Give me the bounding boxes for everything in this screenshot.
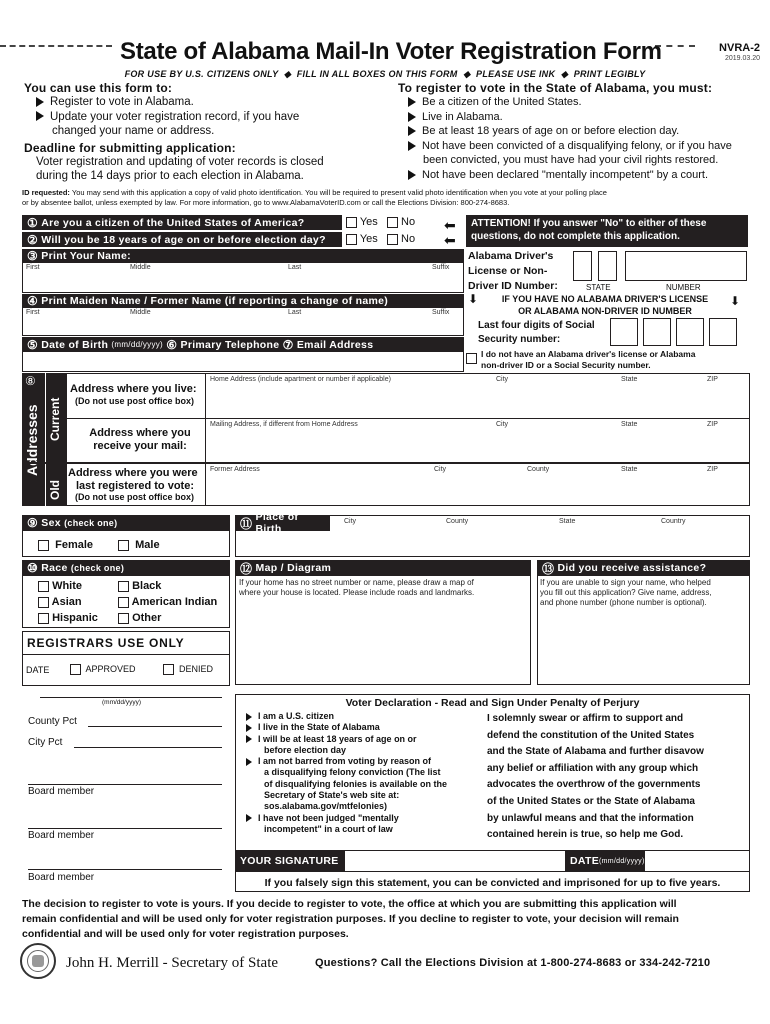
race-header: ⑩ Race (check one) — [22, 560, 230, 576]
old-label: Old — [48, 480, 62, 500]
signature-date-label: DATE (mm/dd/yyyy) — [565, 850, 645, 872]
citizen-question: ① Are you a citizen of the United States of America? — [22, 215, 342, 230]
dob-input[interactable] — [24, 353, 162, 370]
license-number-box[interactable] — [625, 251, 747, 281]
birthplace-input[interactable] — [237, 532, 748, 555]
age-question: ② Will you be 18 years of age on or before election day? — [22, 232, 342, 247]
suffix-label: Suffix — [432, 264, 450, 271]
board-member-line[interactable] — [28, 869, 222, 870]
race-options-left — [38, 578, 98, 626]
former-state-label: State — [621, 466, 638, 473]
age-answers: Yes No — [346, 233, 415, 245]
age-no-checkbox[interactable] — [387, 234, 398, 245]
use-form-title: You can use this form to: — [24, 81, 173, 95]
female-checkbox — [38, 540, 49, 551]
signature-label: YOUR SIGNATURE — [235, 850, 345, 872]
state-seal-icon — [20, 943, 56, 979]
male-checkbox — [118, 540, 129, 551]
requirements-section: To register to vote in the State of Alabama, you must: Be a citizen of the United States. Live in Alabama. Be at least 18 years of age on or before election day. Not have been convicted of a disqualifying felony, or if you have been convicted, you must have had your civil rights restored. Not have been declared "mentally incompetent" by a court. — [398, 81, 758, 182]
decision-statement: The decision to register to vote is yours. If you decide to register to vote, the office at which you are submitting this application will remain confidential and will be used only for voter registration purposes. If you decline to register to vote, your decision will remain confidential and will be used only for voter registration purposes. — [22, 898, 679, 940]
former-zip-label: ZIP — [707, 466, 718, 473]
race-white-option[interactable]: White — [38, 578, 98, 594]
arrow-left-icon: ⬅ — [444, 217, 456, 233]
race-other-option[interactable]: Other — [118, 610, 217, 626]
home-address-input[interactable] — [207, 386, 748, 416]
approved-option[interactable]: APPROVED — [70, 664, 136, 675]
city-pct-line[interactable] — [74, 747, 222, 748]
addresses-label: Addresses — [24, 404, 40, 476]
address-col-divider — [205, 373, 206, 506]
former-address-note: (Do not use post office box) — [75, 492, 194, 502]
sidebar-divider — [45, 373, 46, 506]
deadline-title: Deadline for submitting application: — [24, 140, 236, 155]
home-zip-label: ZIP — [707, 376, 718, 383]
cut-line-left — [0, 45, 112, 47]
map-drawing-area[interactable] — [237, 600, 529, 683]
license-state-box[interactable] — [573, 251, 592, 281]
arrow-left-icon: ⬅ — [444, 232, 456, 248]
id-requested: ID requested: You may send with this application a copy of valid photo identification. You will be required to present valid photo identification when you vote at your polling place or by absentee ballot, unless exempted by law. For more information, go to www.AlabamaVoterID.com or call the Elections Division: 800-274-8683. — [22, 188, 607, 207]
board-member-line[interactable] — [28, 828, 222, 829]
no-id-checkbox[interactable] — [466, 350, 477, 368]
current-label: Current — [48, 397, 62, 441]
phone-input[interactable] — [165, 353, 283, 370]
arrow-down-icon: ⬇ — [468, 292, 479, 306]
address-row-divider — [22, 462, 750, 464]
assistance-header: ⑬ Did you receive assistance? — [537, 560, 750, 576]
assistance-instructions: If you are unable to sign your name, who helped you fill out this application? Give name, address, and phone number (phone number is optional). — [540, 578, 712, 607]
no-license-note: IF YOU HAVE NO ALABAMA DRIVER'S LICENSE OR ALABAMA NON-DRIVER ID NUMBER — [501, 294, 709, 316]
maiden-last-label: Last — [288, 309, 302, 316]
form-number: NVRA-2 — [719, 42, 760, 54]
license-state-box[interactable] — [598, 251, 617, 281]
citizen-yes-checkbox[interactable] — [346, 217, 357, 228]
citizen-answers: Yes No — [346, 216, 415, 228]
sex-header: ⑨ Sex (check one) — [22, 515, 230, 531]
board-member-line[interactable] — [28, 784, 222, 785]
use-form-section: You can use this form to: Register to vote in Alabama. Update your voter registration record, if you have changed your name or address. Deadline for submitting application: Voter registration and updating of voter records is closed during the 14 days prior to each election in Alabama. — [24, 81, 364, 184]
birth-county-label: County — [446, 518, 469, 525]
use-form-item: changed your name or address. — [52, 125, 215, 137]
former-city-label: City — [434, 466, 447, 473]
address-row-divider — [66, 418, 750, 419]
ssn-label: Last four digits of Social Security number: — [478, 320, 595, 345]
map-instructions: If your home has no street number or name, please draw a map of where your house is located. Please include roads and landmarks. — [239, 578, 475, 597]
denied-option[interactable]: DENIED — [163, 664, 213, 675]
city-pct-label: City Pct — [28, 737, 63, 748]
mail-address-label: Address where you receive your mail: — [89, 427, 191, 452]
ssn-digit-box[interactable] — [610, 318, 638, 346]
age-yes-checkbox[interactable] — [346, 234, 357, 245]
citizen-no-checkbox[interactable] — [387, 217, 398, 228]
name-header: ③ Print Your Name: — [22, 249, 464, 263]
questions-contact: Questions? Call the Elections Division at 1-800-274-8683 or 334-242-7210 — [315, 957, 711, 969]
board-member-label: Board member — [28, 872, 95, 883]
map-header: ⑫ Map / Diagram — [235, 560, 531, 576]
maiden-suffix-label: Suffix — [432, 309, 450, 316]
county-pct-label: County Pct — [28, 716, 77, 727]
license-label: Alabama Driver's License or Non- Driver ID Number: — [468, 250, 558, 292]
maiden-first-label: First — [26, 309, 40, 316]
former-address-label: Address where you were last registered to vote: — [68, 467, 198, 492]
mail-zip-label: ZIP — [707, 421, 718, 428]
no-id-label: I do not have an Alabama driver's license or Alabama non-driver ID or a Social Security number. — [481, 349, 696, 370]
race-american-indian-option[interactable]: American Indian — [118, 594, 217, 610]
declaration-title: Voter Declaration - Read and Sign Under Penalty of Perjury — [345, 697, 640, 709]
registrars-date-line[interactable] — [40, 697, 222, 698]
signature-input[interactable] — [345, 850, 565, 872]
first-name-label: First — [26, 264, 40, 271]
mail-city-label: City — [496, 421, 509, 428]
name-input[interactable] — [24, 272, 462, 291]
birthplace-header: ⑪ Place of Birth — [235, 515, 330, 531]
sex-male-option[interactable]: Male — [118, 539, 160, 551]
middle-name-label: Middle — [130, 264, 151, 271]
secretary-name: John H. Merrill - Secretary of State — [66, 955, 279, 971]
live-address-note: (Do not use post office box) — [75, 396, 194, 406]
county-pct-line[interactable] — [88, 726, 222, 727]
mail-state-label: State — [621, 421, 638, 428]
home-address-hint: Home Address (include apartment or number if applicable) — [210, 376, 391, 383]
ssn-digit-box[interactable] — [643, 318, 671, 346]
board-member-label: Board member — [28, 830, 95, 841]
registrars-date-format: (mm/dd/yyyy) — [102, 699, 141, 706]
former-address-input[interactable] — [207, 476, 748, 504]
home-state-label: State — [621, 376, 638, 383]
maiden-header: ④ Print Maiden Name / Former Name (if reporting a change of name) — [22, 294, 464, 308]
license-state-label: STATE — [586, 283, 611, 292]
race-black-option[interactable]: Black — [118, 578, 217, 594]
former-county-label: County — [527, 466, 550, 473]
birth-state-label: State — [559, 518, 576, 525]
addresses-number: ⑧ — [25, 374, 36, 388]
use-form-item: Register to vote in Alabama. — [36, 95, 364, 110]
use-form-item: Update your voter registration record, if you have — [36, 110, 364, 125]
license-number-label: NUMBER — [666, 283, 701, 292]
attention-box: ATTENTION! If you answer "No" to either of these questions, do not complete this application. — [466, 215, 748, 247]
home-city-label: City — [496, 376, 509, 383]
former-address-hint: Former Address — [210, 466, 260, 473]
declaration-oath: I solemnly swear or affirm to support and defend the constitution of the United States and the State of Alabama and further disavow any belief or affiliation with any group which advocates the overthrow of the governments of the United States or the State of Alabama by unlawful means and that the information contained herein is true, so help me God. — [487, 713, 704, 841]
declaration-items: I am a U.S. citizen I live in the State of Alabama I will be at least 18 years of age on or before election day I am not barred from voting by reason of a disqualifying felony conviction (The list of disqualifying felonies is available on the Secretary of State's web site at: sos.alabama.gov/mtfelonies) I have not been judged "mentally incompetent" in a court of law — [246, 711, 476, 835]
sex-female-option[interactable]: Female — [38, 539, 93, 551]
ssn-digit-box[interactable] — [709, 318, 737, 346]
ssn-digit-box[interactable] — [676, 318, 704, 346]
registrars-divider — [22, 654, 230, 655]
race-options-right — [118, 578, 217, 626]
maiden-middle-label: Middle — [130, 309, 151, 316]
requirements-title: To register to vote in the State of Alabama, you must: — [398, 81, 713, 95]
race-asian-option[interactable]: Asian — [38, 594, 98, 610]
signature-date-input[interactable] — [645, 850, 750, 872]
registrars-title: REGISTRARS USE ONLY — [27, 636, 185, 650]
last-name-label: Last — [288, 264, 302, 271]
email-input[interactable] — [286, 353, 462, 370]
arrow-down-icon: ⬇ — [730, 294, 741, 308]
race-hispanic-option[interactable]: Hispanic — [38, 610, 98, 626]
mail-address-hint: Mailing Address, if different from Home Address — [210, 421, 358, 428]
form-version: 2019.03.20 — [724, 55, 760, 62]
maiden-input[interactable] — [24, 317, 462, 334]
live-address-label: Address where you live: — [70, 383, 197, 395]
dob-phone-email-header: ⑤ Date of Birth (mm/dd/yyyy) ⑥ Primary Telephone ⑦ Email Address — [22, 337, 464, 352]
assistance-input[interactable] — [539, 610, 748, 683]
registrars-date-label: DATE — [26, 665, 50, 675]
board-member-label: Board member — [28, 786, 95, 797]
form-instructions: FOR USE BY U.S. CITIZENS ONLY ◆ FILL IN ALL BOXES ON THIS FORM ◆ PLEASE USE INK ◆ PRINT LEGIBLY — [124, 69, 646, 79]
birth-city-label: City — [344, 518, 357, 525]
mail-address-input[interactable] — [207, 431, 748, 460]
perjury-warning: If you falsely sign this statement, you can be convicted and imprisoned for up to five years. — [264, 877, 721, 889]
form-title: State of Alabama Mail-In Voter Registration Form — [120, 38, 662, 65]
birth-country-label: Country — [661, 518, 686, 525]
